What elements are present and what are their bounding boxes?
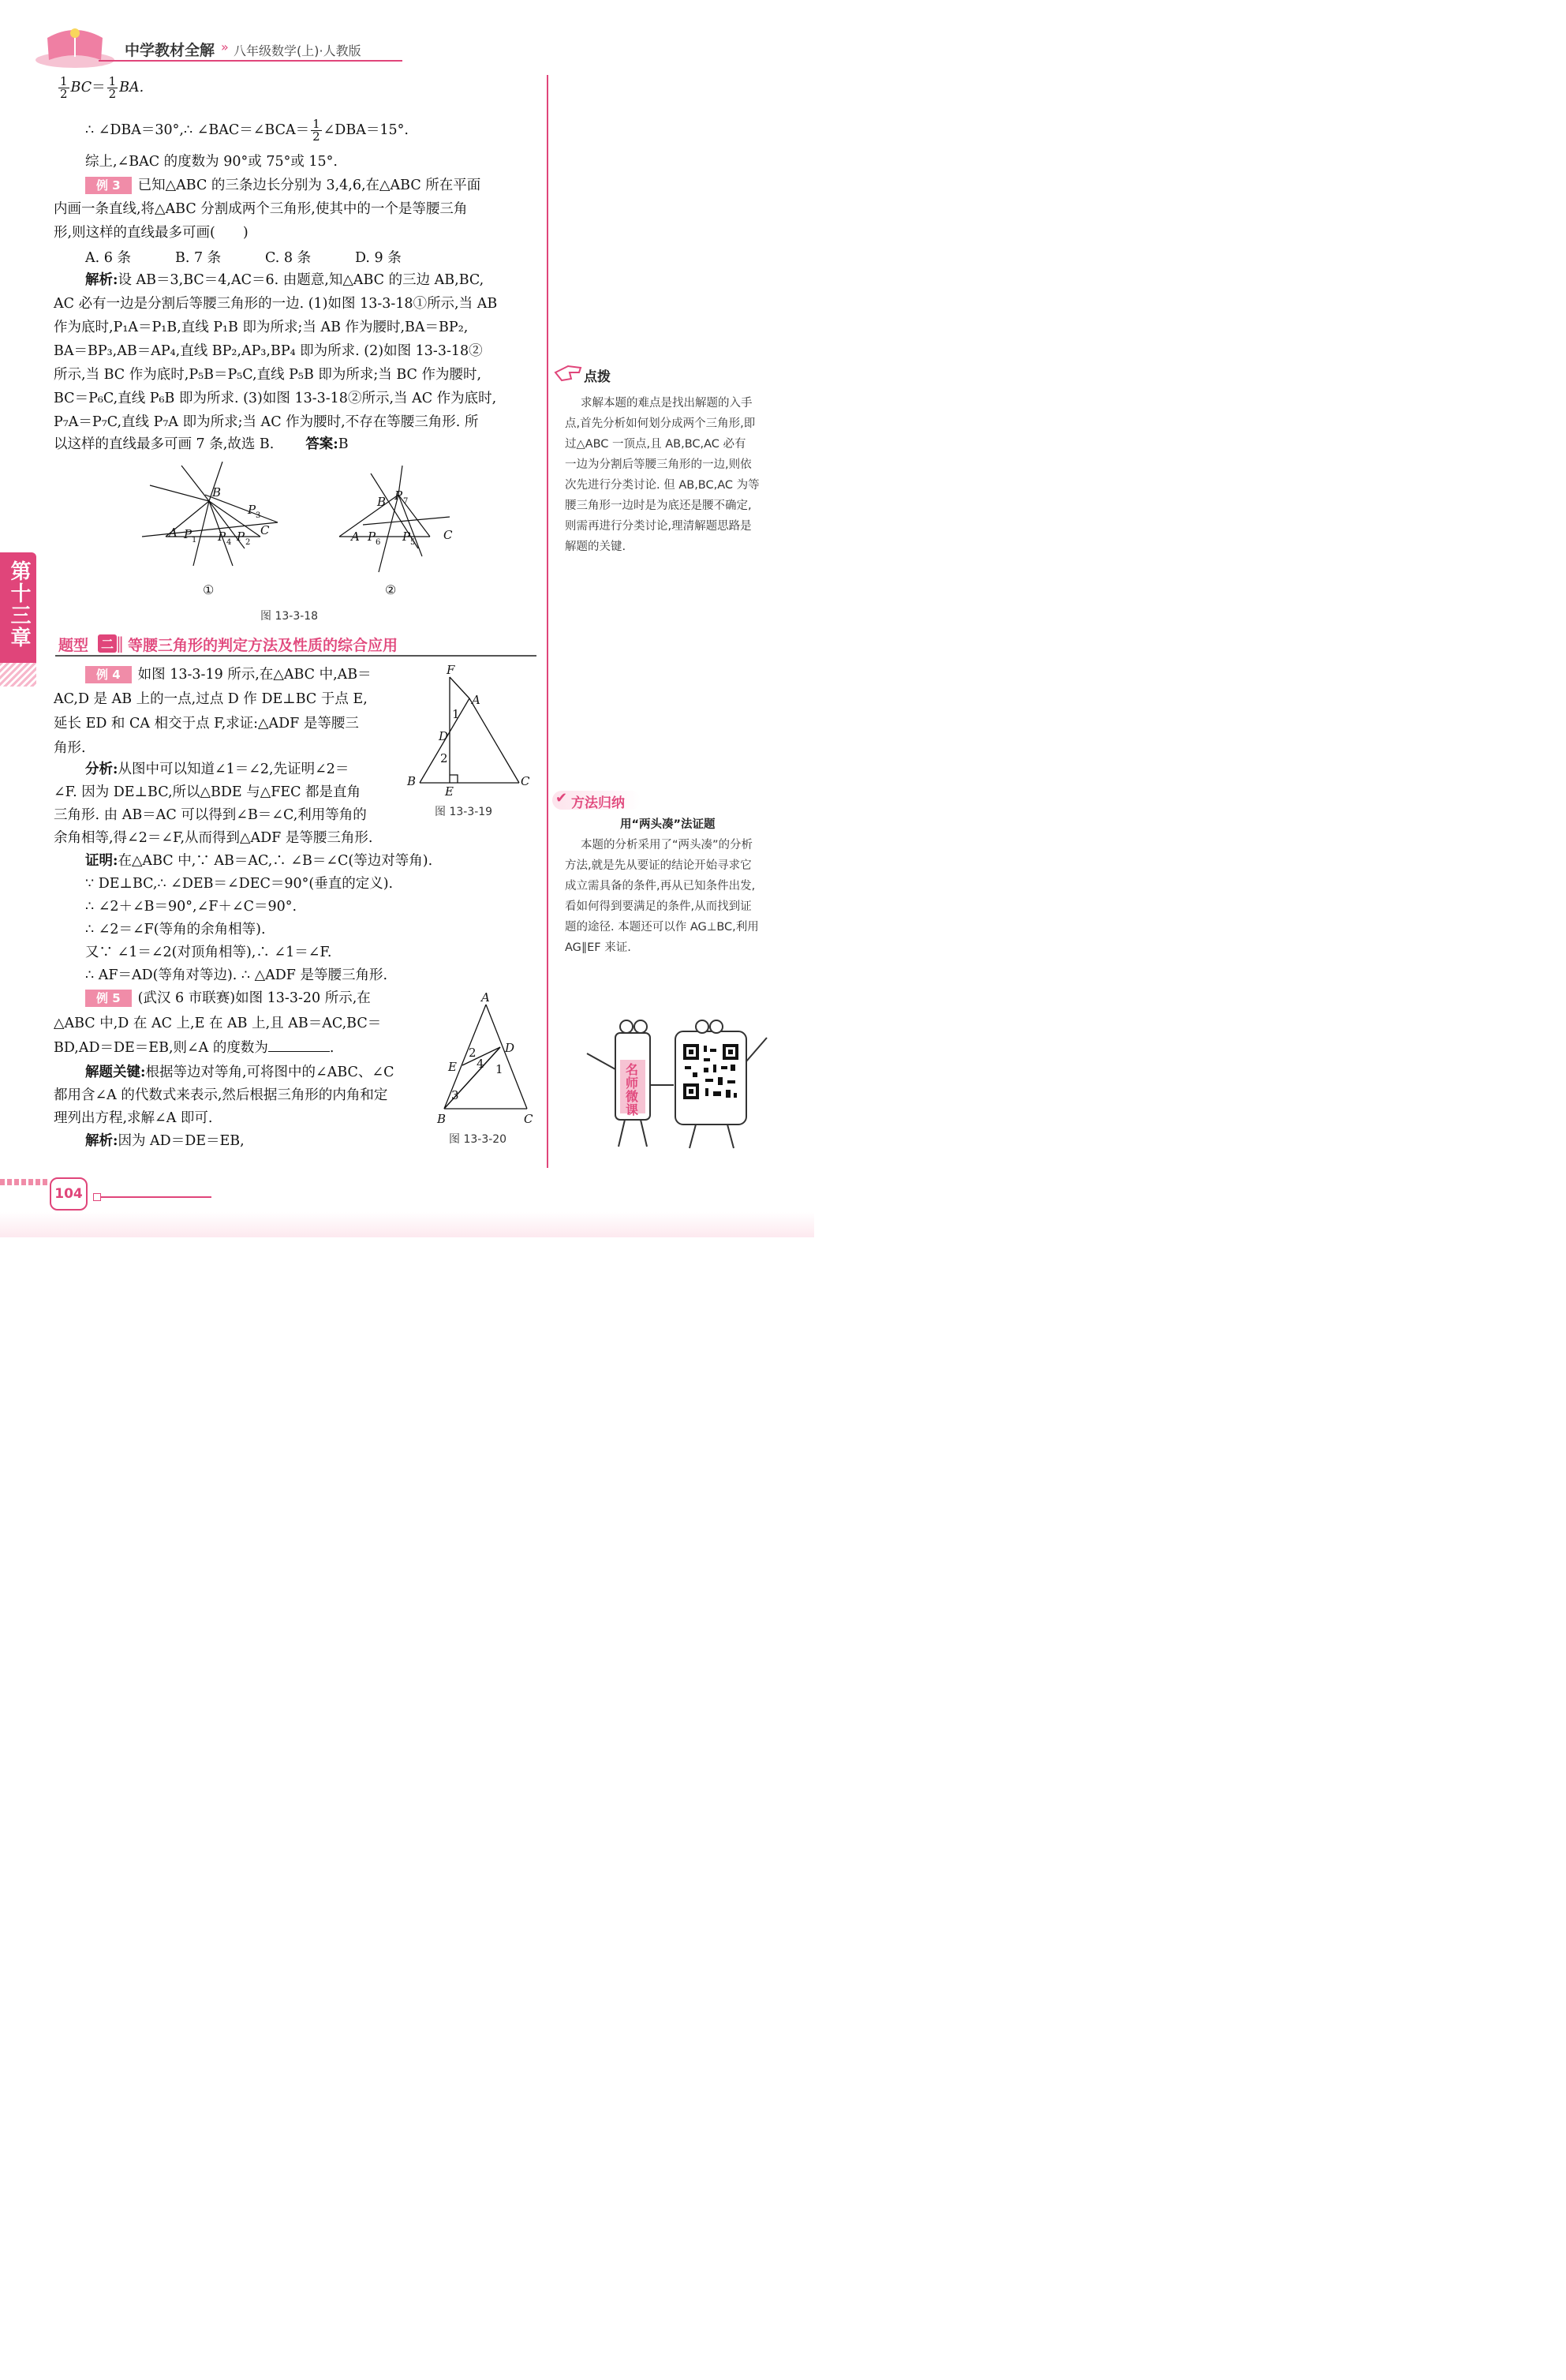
svg-text:P: P bbox=[218, 530, 226, 544]
svg-text:B: B bbox=[212, 485, 222, 500]
answer-blank[interactable] bbox=[268, 1051, 330, 1052]
fraction: $\frac{1}{2}$ bbox=[108, 74, 117, 101]
figure-1-sublabel: ① bbox=[203, 582, 215, 596]
example-4-line-1: 例 4 如图 13-3-19 所示,在△ABC 中,AB＝ bbox=[85, 663, 372, 687]
mascot-label: 名师微课 bbox=[625, 1062, 638, 1117]
method-line-6: AG∥EF 来证. bbox=[565, 941, 631, 954]
svg-text:P: P bbox=[394, 488, 403, 503]
svg-text:C: C bbox=[260, 523, 270, 537]
figure-13-3-19 bbox=[402, 663, 536, 801]
svg-text:A: A bbox=[169, 526, 178, 540]
footer-dots bbox=[0, 1179, 49, 1185]
svg-text:P: P bbox=[237, 530, 245, 544]
example-4-proof-3: ∴ ∠2＋∠B＝90°,∠F＋∠C＝90°. bbox=[85, 899, 297, 915]
check-icon: ✔ bbox=[555, 790, 568, 806]
example-3-line-1: 例 3 已知△ABC 的三条边长分别为 3,4,6,在△ABC 所在平面 bbox=[85, 174, 480, 198]
option-b: B. 7 条 bbox=[175, 250, 222, 266]
svg-text:D: D bbox=[505, 1041, 515, 1055]
pointing-hand-icon bbox=[554, 361, 582, 385]
svg-text:E: E bbox=[448, 1060, 457, 1074]
method-line-1: 本题的分析采用了“两头凑”的分析 bbox=[581, 839, 753, 851]
section-label: 题型 bbox=[58, 637, 89, 654]
figure-13-3-18-caption: 图 13-3-18 bbox=[260, 610, 319, 623]
example-4-line-4: 角形. bbox=[54, 740, 86, 756]
svg-text:7: 7 bbox=[403, 497, 409, 506]
example-4-proof-1: 证明:在△ABC 中,∵ AB＝AC,∴ ∠B＝∠C(等边对等角). bbox=[85, 853, 433, 869]
example-3-tag: 例 3 bbox=[85, 177, 132, 194]
section-title: 等腰三角形的判定方法及性质的综合应用 bbox=[128, 637, 398, 654]
book-logo-icon bbox=[32, 22, 118, 69]
example-4-proof-6: ∴ AF＝AD(等角对等边). ∴ △ADF 是等腰三角形. bbox=[85, 967, 388, 983]
analysis-line-1: 解析:设 AB＝3,BC＝4,AC＝6. 由题意,知△ABC 的三边 AB,BC, bbox=[85, 272, 484, 288]
example-3-options bbox=[85, 246, 402, 271]
section-rule bbox=[55, 655, 536, 657]
figure-13-3-20 bbox=[432, 990, 543, 1128]
svg-text:4: 4 bbox=[226, 538, 232, 547]
example-4-proof-5: 又∵ ∠1＝∠2(对顶角相等),∴ ∠1＝∠F. bbox=[85, 945, 332, 960]
fraction: $\frac{1}{2}$ bbox=[312, 117, 320, 144]
svg-text:1: 1 bbox=[495, 1062, 503, 1076]
figure-13-3-19-caption: 图 13-3-19 bbox=[435, 806, 493, 818]
mascot-figure-icon bbox=[577, 1014, 775, 1156]
svg-text:1: 1 bbox=[452, 707, 460, 721]
header-rule bbox=[99, 60, 402, 62]
chapter-label: 第十三章 bbox=[7, 560, 31, 649]
tip-line-4: 一边为分割后等腰三角形的一边,则依 bbox=[565, 458, 752, 471]
page-number-box bbox=[50, 1177, 88, 1211]
svg-text:B: B bbox=[407, 774, 417, 788]
svg-text:B: B bbox=[437, 1112, 447, 1126]
example-5-key-2: 都用含∠A 的代数式来表示,然后根据三角形的内角和定 bbox=[54, 1087, 388, 1103]
chapter-tab-stripes bbox=[0, 663, 36, 687]
tip-line-7: 则需再进行分类讨论,理清解题思路是 bbox=[565, 520, 752, 533]
svg-text:1: 1 bbox=[192, 536, 197, 544]
svg-text:5: 5 bbox=[410, 538, 416, 547]
example-4-proof-4: ∴ ∠2＝∠F(等角的余角相等). bbox=[85, 922, 266, 937]
example-4-tag: 例 4 bbox=[85, 666, 132, 683]
example-5-line-1: 例 5 (武汉 6 市联赛)如图 13-3-20 所示,在 bbox=[85, 986, 371, 1011]
svg-text:E: E bbox=[445, 784, 454, 799]
method-line-4: 看如何得到要满足的条件,从而找到证 bbox=[565, 900, 752, 913]
analysis-line-6: BC＝P₆C,直线 P₆B 即为所求. (3)如图 13-3-18②所示,当 AC 作为底时, bbox=[54, 391, 497, 406]
tip-line-1: 求解本题的难点是找出解题的入手 bbox=[581, 397, 753, 410]
svg-text:F: F bbox=[447, 663, 455, 677]
book-subtitle: 八年级数学(上)·人教版 bbox=[234, 43, 361, 58]
qr-code-icon[interactable] bbox=[682, 1042, 740, 1101]
example-4-analysis-2: ∠F. 因为 DE⊥BC,所以△BDE 与△FEC 都是直角 bbox=[54, 784, 361, 800]
figure-2-lines bbox=[339, 466, 450, 572]
fraction: $\frac{1}{2}$ bbox=[60, 74, 68, 101]
svg-text:B: B bbox=[377, 495, 387, 509]
example-4-analysis-3: 三角形. 由 AB＝AC 可以得到∠B＝∠C,利用等角的 bbox=[54, 807, 367, 823]
svg-text:4: 4 bbox=[477, 1057, 484, 1071]
mascot-qr[interactable] bbox=[577, 1014, 775, 1156]
line-angle-dba: ∴ ∠DBA＝30°,∴ ∠BAC＝∠BCA＝ $\frac{1}{2}$ ∠DBA＝15°. bbox=[85, 117, 409, 144]
line-half-bc: $\frac{1}{2}$ BC＝ $\frac{1}{2}$ BA. bbox=[60, 74, 144, 101]
svg-text:A: A bbox=[351, 530, 360, 544]
example-4-proof-2: ∵ DE⊥BC,∴ ∠DEB＝∠DEC＝90°(垂直的定义). bbox=[85, 876, 394, 892]
option-c: C. 8 条 bbox=[265, 250, 312, 266]
page-number: 104 bbox=[54, 1186, 83, 1202]
arrow-icon: » bbox=[221, 39, 229, 54]
svg-text:P: P bbox=[184, 527, 192, 541]
option-d: D. 9 条 bbox=[355, 250, 402, 266]
example-5-line-3: BD,AD＝DE＝EB,则∠A 的度数为 . bbox=[54, 1040, 335, 1056]
example-4-analysis-1: 分析:从图中可以知道∠1＝∠2,先证明∠2＝ bbox=[85, 762, 349, 777]
analysis-line-4: BA＝BP₃,AB＝AP₄,直线 BP₂,AP₃,BP₄ 即为所求. (2)如图 13-3-18② bbox=[54, 343, 483, 359]
svg-text:P: P bbox=[402, 530, 411, 544]
svg-text:P: P bbox=[368, 530, 376, 544]
svg-text:6: 6 bbox=[376, 538, 381, 547]
figure-13-3-20-caption: 图 13-3-20 bbox=[449, 1133, 507, 1146]
example-5-tag: 例 5 bbox=[85, 990, 132, 1007]
example-5-line-2: △ABC 中,D 在 AC 上,E 在 AB 上,且 AB＝AC,BC＝ bbox=[54, 1016, 382, 1031]
tip-heading: 点拨 bbox=[584, 369, 611, 385]
section-bracket-icon: ‖ bbox=[116, 634, 124, 653]
method-line-5: 题的途径. 本题还可以作 AG⊥BC,利用 bbox=[565, 921, 759, 934]
tip-line-3: 过△ABC 一顶点,且 AB,BC,AC 必有 bbox=[565, 438, 746, 451]
footer bbox=[0, 1168, 814, 1237]
analysis-line-7: P₇A＝P₇C,直线 P₇A 即为所求;当 AC 作为腰时,不存在等腰三角形. 所 bbox=[54, 414, 479, 430]
example-5-key-3: 理列出方程,求解∠A 即可. bbox=[54, 1110, 213, 1126]
analysis-line-8: 以这样的直线最多可画 7 条,故选 B. 答案:B bbox=[54, 436, 349, 452]
example-5-key-1: 解题关键:根据等边对等角,可将图中的∠ABC、∠C bbox=[85, 1065, 394, 1080]
line-summary: 综上,∠BAC 的度数为 90°或 75°或 15°. bbox=[85, 154, 338, 170]
header bbox=[0, 0, 814, 71]
example-4-line-2: AC,D 是 AB 上的一点,过点 D 作 DE⊥BC 于点 E, bbox=[54, 691, 368, 707]
tip-line-6: 腰三角形一边时是为底还是腰不确定, bbox=[565, 500, 752, 512]
section-heading bbox=[55, 634, 536, 657]
figure-1-labels bbox=[167, 485, 270, 547]
example-5-analysis: 解析:因为 AD＝DE＝EB, bbox=[85, 1133, 245, 1149]
figure-13-3-18 bbox=[134, 462, 489, 596]
footer-square-icon bbox=[93, 1193, 101, 1201]
svg-text:3: 3 bbox=[451, 1088, 459, 1102]
example-3-line-2: 内画一条直线,将△ABC 分割成两个三角形,使其中的一个是等腰三角 bbox=[54, 201, 468, 217]
svg-text:A: A bbox=[472, 693, 480, 707]
analysis-line-5: 所示,当 BC 作为底时,P₅B＝P₅C,直线 P₅B 即为所求;当 BC 作为腰时, bbox=[54, 367, 482, 383]
option-a: A. 6 条 bbox=[85, 250, 131, 266]
tip-line-5: 次先进行分类讨论. 但 AB,BC,AC 为等 bbox=[565, 479, 760, 492]
svg-text:2: 2 bbox=[469, 1046, 477, 1060]
tip-line-8: 解题的关键. bbox=[565, 541, 626, 553]
tip-line-2: 点,首先分析如何划分成两个三角形,即 bbox=[565, 417, 756, 430]
svg-text:C: C bbox=[524, 1112, 533, 1126]
footer-pink-band bbox=[0, 1212, 814, 1237]
method-title: 用“两头凑”法证题 bbox=[620, 818, 716, 831]
svg-text:2: 2 bbox=[440, 751, 448, 765]
example-3-line-3: 形,则这样的直线最多可画( ) bbox=[54, 225, 249, 241]
analysis-line-3: 作为底时,P₁A＝P₁B,直线 P₁B 即为所求;当 AB 作为腰时,BA＝BP₂, bbox=[54, 320, 469, 335]
analysis-line-2: AC 必有一边是分割后等腰三角形的一边. (1)如图 13-3-18①所示,当 AB bbox=[54, 296, 498, 312]
svg-text:C: C bbox=[443, 528, 453, 542]
method-line-2: 方法,就是先从要证的结论开始寻求它 bbox=[565, 859, 752, 872]
footer-rule bbox=[101, 1196, 211, 1198]
svg-text:3: 3 bbox=[256, 511, 261, 520]
figure-2-sublabel: ② bbox=[385, 582, 397, 596]
example-4-analysis-4: 余角相等,得∠2＝∠F,从而得到△ADF 是等腰三角形. bbox=[54, 830, 373, 846]
chapter-tab bbox=[0, 552, 36, 671]
svg-text:D: D bbox=[439, 729, 449, 743]
example-4-line-3: 延长 ED 和 CA 相交于点 F,求证:△ADF 是等腰三 bbox=[54, 716, 359, 732]
method-heading: 方法归纳 bbox=[571, 795, 625, 811]
section-number: 二 bbox=[98, 634, 117, 653]
column-divider bbox=[547, 75, 548, 1168]
svg-text:C: C bbox=[521, 774, 530, 788]
book-title: 中学教材全解 bbox=[125, 42, 215, 59]
svg-text:2: 2 bbox=[245, 538, 251, 547]
method-line-3: 成立需具备的条件,再从已知条件出发, bbox=[565, 880, 756, 892]
svg-text:P: P bbox=[248, 503, 256, 517]
svg-text:A: A bbox=[481, 990, 490, 1005]
